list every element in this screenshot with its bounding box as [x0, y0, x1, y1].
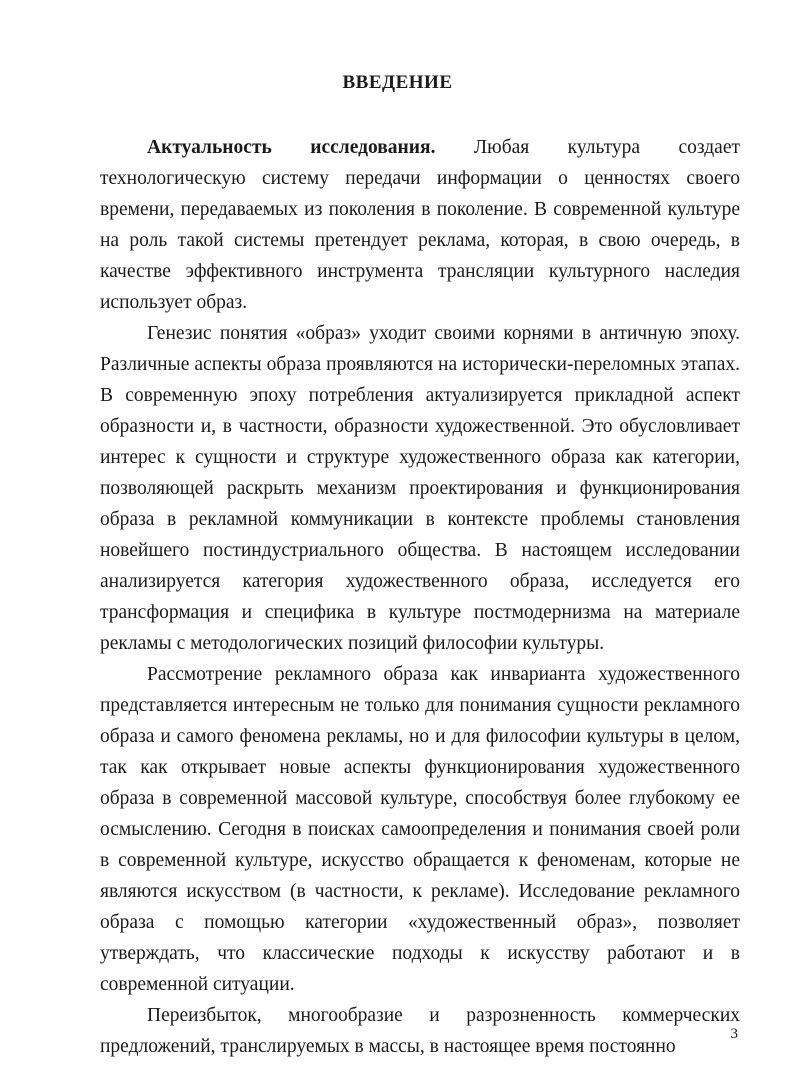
paragraph-consideration: [100, 659, 740, 1000]
paragraph-text: Любая культура создает технологическую систему передачи информации о ценностях своего времени, передаваемых из поколения в поколение. В современной культуре на роль такой системы претендует реклама, которая, в свою очередь, в качестве эффективного инструмента трансляции культурного наследия использует образ.: [100, 137, 740, 313]
section-title: ВВЕДЕНИЕ: [342, 72, 453, 93]
page-number: 3: [730, 1026, 738, 1042]
paragraph-surplus: [100, 1000, 740, 1062]
paragraph-genesis: [100, 318, 740, 659]
paragraph-text: Генезис понятия «образ» уходит своими корнями в античную эпоху. Различные аспекты образа проявляются на исторически-переломных этапах. В современную эпоху потребления актуализируется прикладной аспект образности и, в частности, образности художественной. Это обусловливает интерес к сущности и структуре художественного образа как категории, позволяющей раскрыть механизм проектирования и функционирования образа в рекламной коммуникации в контексте проблемы становления новейшего постиндустриального общества. В настоящем исследовании анализируется категория художественного образа, исследуется его трансформация и специфика в культуре постмодернизма на материале рекламы с методологических позиций философии культуры.: [100, 323, 740, 654]
paragraph-text: Рассмотрение рекламного образа как инварианта художественного представляется интересным не только для понимания сущности рекламного образа и самого феномена рекламы, но и для философии культуры в целом, так как открывает новые аспекты функционирования художественного образа в современной массовой культуре, способствуя более глубокому ее осмыслению. Сегодня в поисках самоопределения и понимания своей роли в современной культуре, искусство обращается к феноменам, которые не являются искусством (в частности, к рекламе). Исследование рекламного образа с помощью категории «художественный образ», позволяет утверждать, что классические подходы к искусству работают и в современной ситуации.: [100, 664, 740, 995]
body-text: [100, 132, 740, 1062]
paragraph-lead: Актуальность исследования.: [147, 137, 436, 158]
paragraph-relevance: [100, 132, 740, 318]
paragraph-text: Переизбыток, многообразие и разрозненность коммерческих предложений, транслируемых в массы, в настоящее время постоянно: [100, 1005, 740, 1057]
